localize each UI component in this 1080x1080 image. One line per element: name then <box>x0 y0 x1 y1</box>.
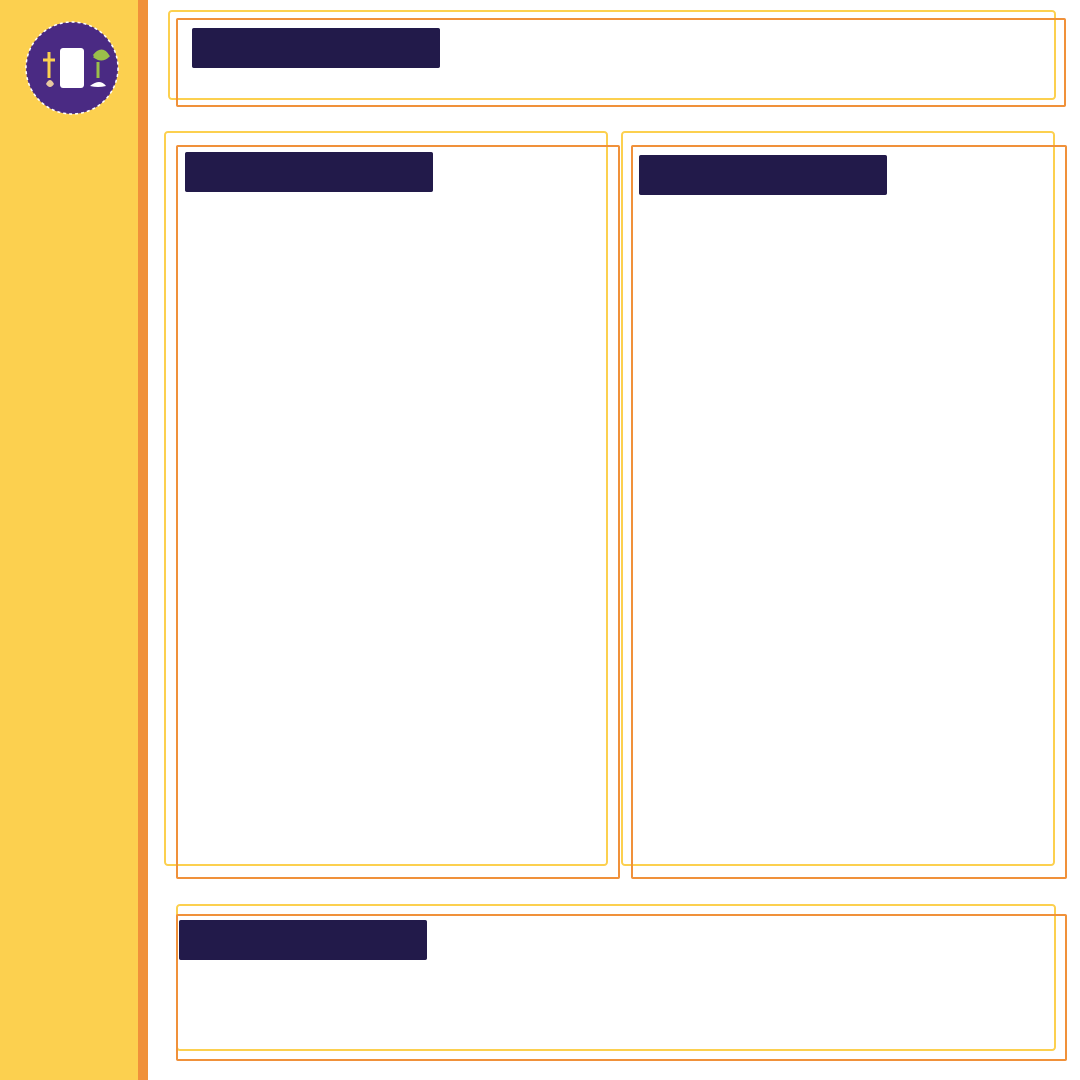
devotional-title <box>22 150 118 1080</box>
prayer-label <box>639 155 887 195</box>
prayer-body <box>632 244 1046 273</box>
reflection-label <box>185 152 433 192</box>
church-logo <box>16 12 128 124</box>
sidebar-accent-stripe <box>138 0 148 1080</box>
logo-initials-plate <box>60 48 84 88</box>
scripture-reference <box>482 18 1042 82</box>
reflection-frame-inner <box>176 145 620 879</box>
reflection-body <box>185 193 598 217</box>
scripture-label <box>192 28 440 68</box>
action-label <box>179 920 427 960</box>
action-body <box>179 960 1057 968</box>
